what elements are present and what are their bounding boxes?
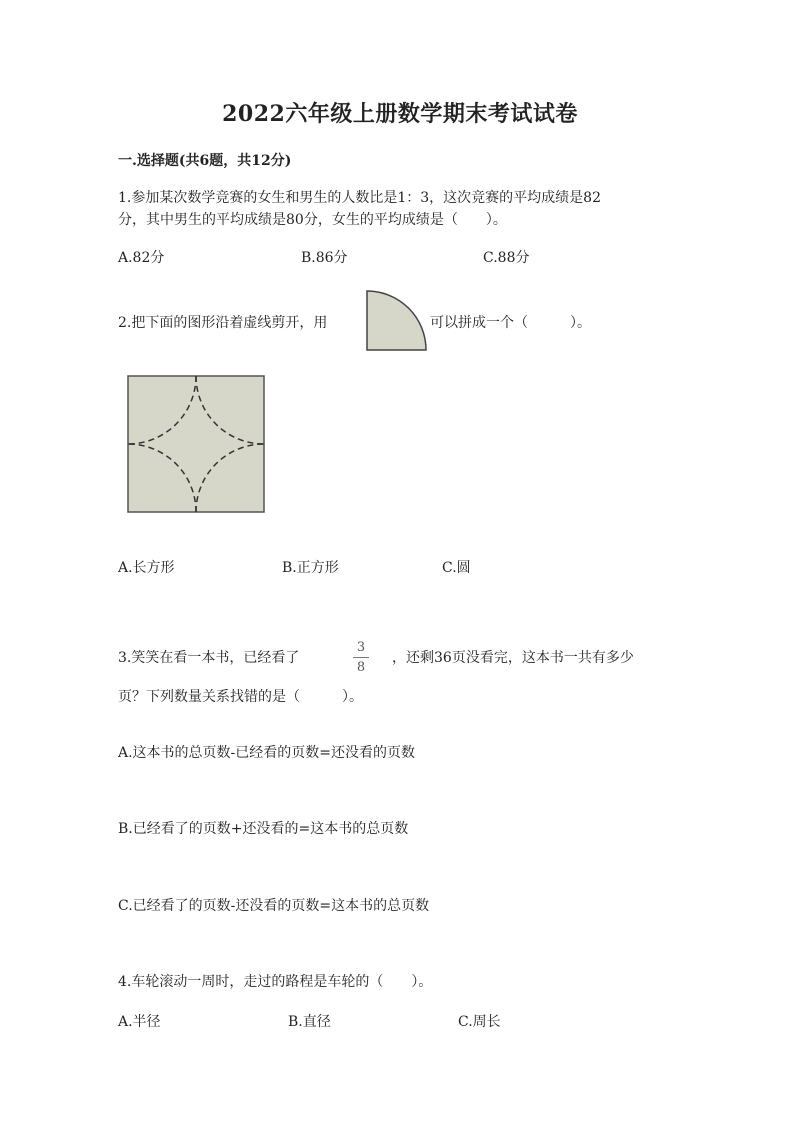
- page-title: 2022六年级上册数学期末考试试卷: [222, 101, 578, 127]
- q3-line2: 页？下列数量关系找错的是（ ）。: [118, 689, 363, 705]
- fraction-denominator: 8: [356, 660, 366, 675]
- q3-option-a: A.这本书的总页数-已经看的页数=还没看的页数: [118, 745, 416, 761]
- q3-option-c: C.已经看了的页数-还没看的页数=这本书的总页数: [118, 898, 430, 914]
- q4-text: 4.车轮滚动一周时，走过的路程是车轮的（ ）。: [118, 974, 433, 990]
- q1-option-a: A.82分: [118, 250, 165, 266]
- q1-line2: 分，其中男生的平均成绩是80分，女生的平均成绩是（ ）。: [118, 212, 507, 228]
- q4-option-c: C.周长: [458, 1014, 501, 1030]
- q4-option-a: A.半径: [118, 1014, 161, 1030]
- q3-text-after: ，还剩36页没看完，这本书一共有多少: [392, 650, 634, 666]
- section-heading: 一.选择题(共6题，共12分): [118, 153, 292, 169]
- fraction-three-eighths: [352, 640, 370, 675]
- q2-text-after: 可以拼成一个（ ）。: [430, 315, 591, 331]
- q1-option-c: C.88分: [483, 250, 530, 266]
- q1-line1: 1.参加某次数学竞赛的女生和男生的人数比是1：3，这次竞赛的平均成绩是82: [118, 190, 601, 206]
- q3-option-b: B.已经看了的页数+还没看的=这本书的总页数: [118, 821, 409, 837]
- fraction-bar: [353, 657, 369, 658]
- q2-option-b: B.正方形: [282, 560, 339, 576]
- q2-option-c: C.圆: [442, 560, 471, 576]
- quarter-circle-figure: [366, 290, 428, 352]
- square-dashed-cut-figure: [127, 375, 265, 513]
- fraction-numerator: 3: [356, 640, 366, 655]
- q3-text-before: 3.笑笑在看一本书，已经看了: [118, 650, 300, 666]
- q1-option-b: B.86分: [301, 250, 348, 266]
- q2-text-before: 2.把下面的图形沿着虚线剪开，用: [118, 315, 328, 331]
- q4-option-b: B.直径: [288, 1014, 331, 1030]
- q2-option-a: A.长方形: [118, 560, 175, 576]
